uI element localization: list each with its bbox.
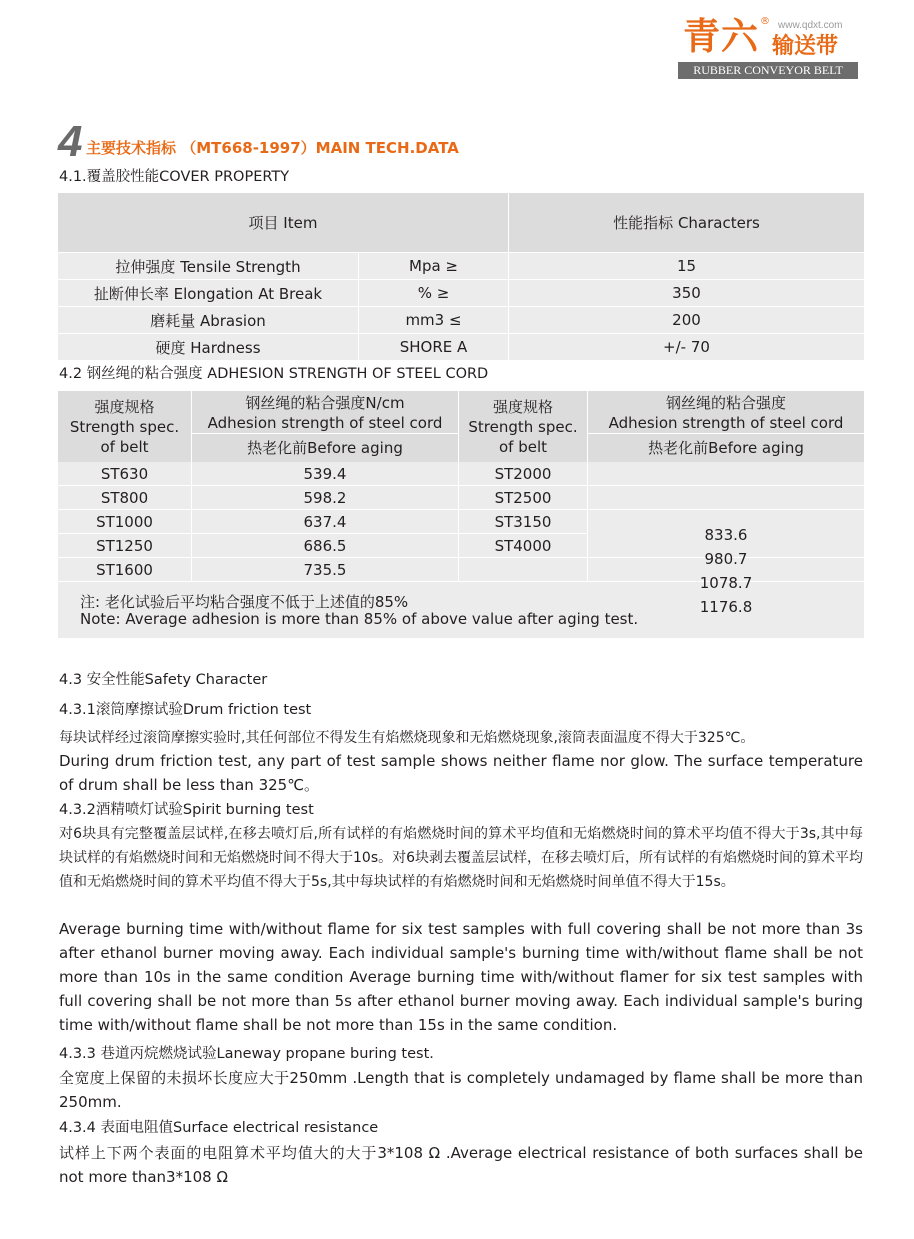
adhesion-value: 598.2 [303,488,347,507]
table-row [58,307,864,333]
adhesion-note: 注: 老化试验后平均粘合强度不低于上述值的85% Note: Average adhesion is more than 85% of above value after aging test. [80,593,639,628]
spec-cell: ST1600 [96,560,153,579]
laneway-test-text: 全宽度上保留的未损坏长度应大于250mm .Length that is completely undamaged by flame shall be more than 250mm. [59,1069,863,1111]
spec-cell: ST630 [100,464,149,483]
header-adhesion-right: 钢丝绳的粘合强度 Adhesion strength of steel cord [608,394,844,432]
adhesion-heading: 4.2 钢丝绳的粘合强度 ADHESION STRENGTH OF STEEL CORD [59,366,489,382]
property-name: 硬度 Hardness [155,338,261,357]
header-before-aging-right: 热老化前Before aging [648,439,804,457]
section-number: 4 [58,117,83,166]
brand-banner: RUBBER CONVEYOR BELT [678,62,858,79]
spec-cell: ST2000 [494,464,552,483]
adhesion-value: 539.4 [303,464,347,483]
property-name: 磨耗量 Abrasion [150,311,266,330]
header-spec-right: 强度规格 Strength spec. of belt [468,397,578,456]
section-title: 主要技术指标 （MT668-1997）MAIN TECH.DATA [86,139,459,157]
spirit-test-text-cn: 对6块具有完整覆盖层试样,在移去喷灯后,所有试样的有焰燃烧时间的算术平均值和无焰燃烧时间的算术平均值不得大于3s,其中每块试样的有焰燃烧时间和无焰燃烧时间不得大于10s。对6块剥去覆盖层试样，在移去喷灯后，所有试样的有焰燃烧时间的算术平均值和无焰燃烧时间的算术平均值不得大于5s,其中每块试样的有焰燃烧时间和无焰燃烧时间单值不得大于15s。 [59,826,864,890]
table-row [58,253,864,279]
spec-cell: ST3150 [494,512,552,531]
brand-logo-chinese: 青六 [683,15,759,58]
table-row [58,280,864,306]
property-unit: % ≥ [417,284,450,302]
adhesion-values-merged: 833.6 980.7 1078.7 1176.8 [699,526,753,616]
registered-mark: ® [760,16,770,27]
header-spec-left: 强度规格 Strength spec. of belt [69,397,180,456]
brand-url: www.qdxt.com [778,20,843,31]
property-value: 15 [676,257,697,275]
electrical-test-text: 试样上下两个表面的电阻算术平均值大的大于3*108 Ω .Average electrical resistance of both surfaces shall be not more than3*108 Ω [59,1144,863,1186]
drum-test-text-cn: 每块试样经过滚筒摩擦实验时,其任何部位不得发生有焰燃烧现象和无焰燃烧现象,滚筒表面温度不得大于325℃。 [59,730,755,746]
property-value: +/- 70 [663,338,710,356]
property-unit: SHORE A [399,338,468,356]
cover-property-heading: 4.1.覆盖胶性能COVER PROPERTY [59,169,290,185]
spirit-test-heading: 4.3.2酒精喷灯试验Spirit burning test [59,802,314,818]
property-unit: Mpa ≥ [409,257,458,275]
property-value: 350 [672,284,701,302]
header-characters: 性能指标 Characters [613,214,760,232]
adhesion-value: 686.5 [303,536,347,555]
adhesion-value: 735.5 [303,560,347,579]
property-name: 扯断伸长率 Elongation At Break [93,284,323,303]
safety-heading: 4.3 安全性能Safety Character [59,672,268,688]
electrical-test-heading: 4.3.4 表面电阻值Surface electrical resistance [59,1120,379,1136]
header-item: 项目 Item [248,214,318,232]
spec-cell: ST1000 [96,512,153,531]
adhesion-table [58,391,864,638]
property-value: 200 [672,311,701,329]
spec-cell: ST2500 [494,488,552,507]
table-header [58,193,864,252]
drum-test-heading: 4.3.1滚筒摩擦试验Drum friction test [59,702,312,718]
spec-cell: ST800 [100,488,149,507]
drum-test-text-en: During drum friction test, any part of test sample shows neither flame nor glow. The surface temperature of drum shall be less than 325℃。 [59,752,863,794]
laneway-test-heading: 4.3.3 巷道丙烷燃烧试验Laneway propane buring test. [59,1046,434,1062]
header-adhesion-left: 钢丝绳的粘合强度N/cm Adhesion strength of steel cord [207,394,443,432]
property-name: 拉伸强度 Tensile Strength [115,257,301,276]
spirit-test-text-en: Average burning time with/without flame for six test samples with full covering shall be not more than 3s after ethanol burner moving away. Each individual sample's burning time with/without flame shall be not more than 10s in the same condition Average burning time with/without flamer for six test samples with full covering shall be not more than 5s after ethanol burner moving away. Each individual sample's buring time with/without flame shall be not more than 15s in the same condition. [59,920,863,1034]
spec-cell: ST1250 [96,536,153,555]
brand-subtitle: 输送带 [772,34,839,59]
property-unit: mm3 ≤ [405,311,462,329]
header-before-aging-left: 热老化前Before aging [247,439,403,457]
spec-cell: ST4000 [494,536,552,555]
table-row [58,334,864,360]
adhesion-value: 637.4 [303,512,347,531]
